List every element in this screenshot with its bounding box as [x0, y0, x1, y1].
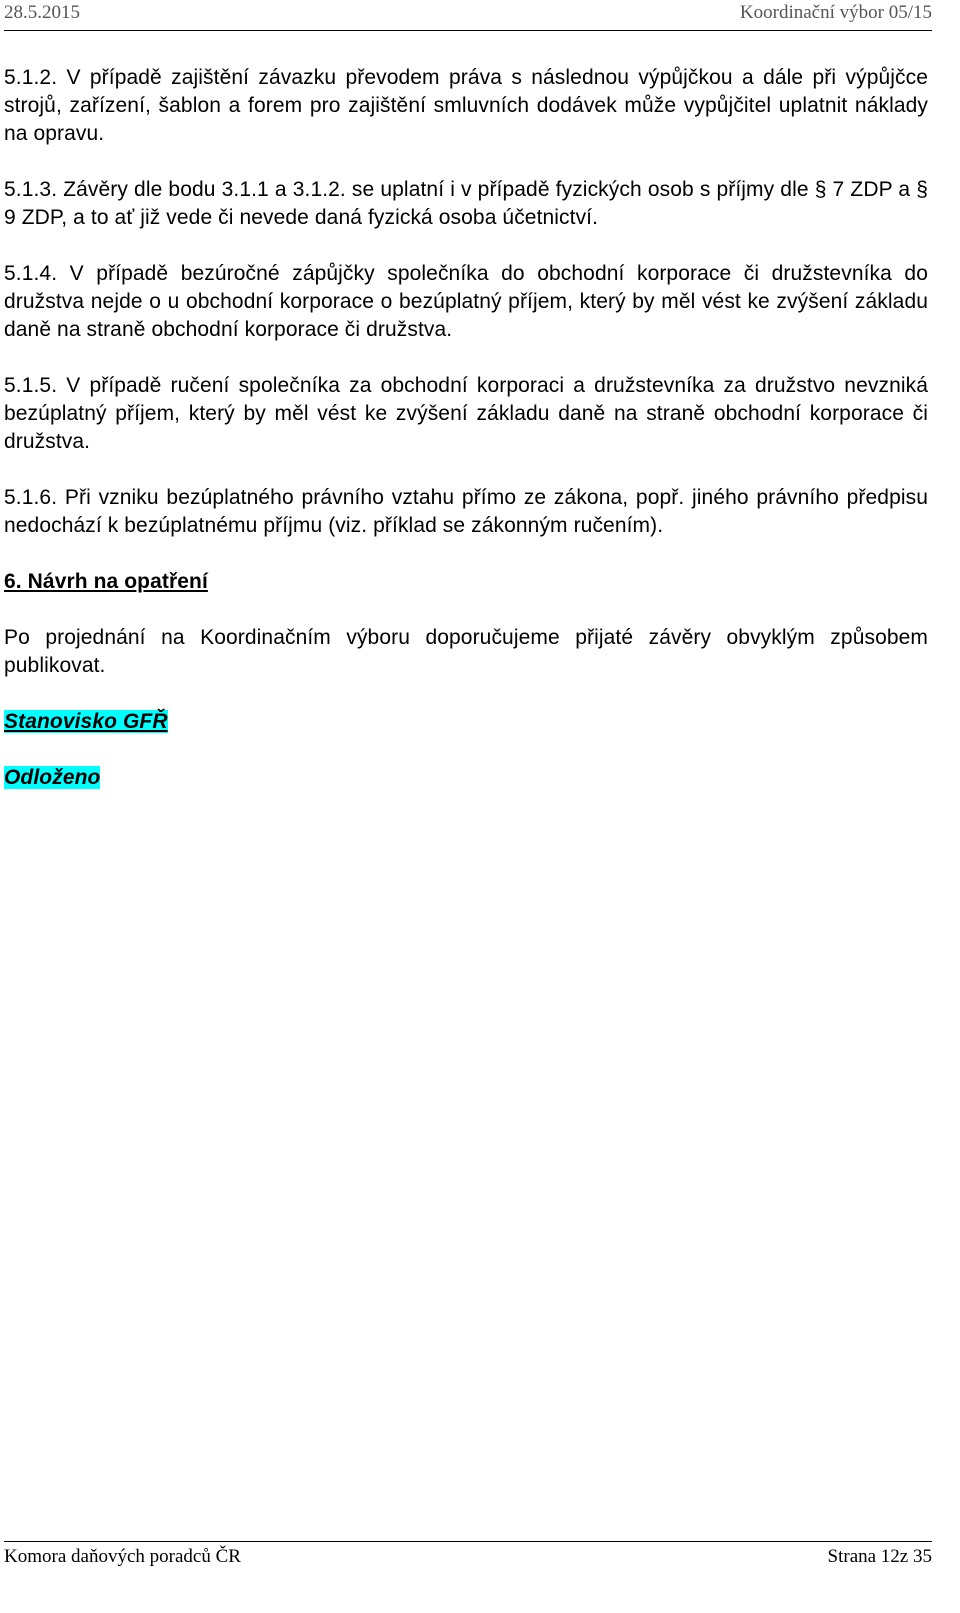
paragraph-5-1-4: 5.1.4. V případě bezúročné zápůjčky společníka do obchodní korporace či družstevníka do družstva nejde o u obchodní korporace o bezúplatný příjem, který by měl vést ke zvýšení základu daně na straně obchodní korporace či družstva. [4, 262, 928, 341]
paragraph-5-1-3: 5.1.3. Závěry dle bodu 3.1.1 a 3.1.2. se uplatní i v případě fyzických osob s příjmy dle § 7 ZDP a § 9 ZDP, a to ať již vede či nevede daná fyzická osoba účetnictví. [4, 178, 928, 229]
header-committee: Koordinační výbor 05/15 [739, 2, 932, 23]
header-date: 28.5.2015 [4, 2, 80, 23]
document-body [4, 64, 928, 792]
paragraph-5-1-2: 5.1.2. V případě zajištění závazku převodem práva s následnou výpůjčkou a dále při výpůjčce strojů, zařízení, šablon a forem pro zajištění smluvních dodávek může vypůjčitel uplatnit náklady na opravu. [4, 66, 928, 145]
paragraph-5-1-6: 5.1.6. Při vzniku bezúplatného právního vztahu přímo ze zákona, popř. jiného právního předpisu nedochází k bezúplatnému příjmu (viz. příklad se zákonným ručením). [4, 486, 928, 537]
stanovisko-label-line [4, 708, 928, 736]
stanovisko-label: Stanovisko GFŘ [4, 710, 168, 733]
footer-organization: Komora daňových poradců ČR [4, 1546, 241, 1567]
status-line [4, 764, 928, 792]
footer-page-number: Strana 12z 35 [827, 1546, 932, 1567]
status-value: Odloženo [4, 766, 101, 789]
page-footer [4, 1541, 932, 1582]
page-header [4, 0, 932, 31]
section-heading: 6. Návrh na opatření [4, 570, 208, 593]
section-text: Po projednání na Koordinačním výboru doporučujeme přijaté závěry obvyklým způsobem publikovat. [4, 626, 928, 677]
paragraph-5-1-5: 5.1.5. V případě ručení společníka za obchodní korporaci a družstevníka za družstvo nevzniká bezúplatný příjem, který by měl vést ke zvýšení základu daně na straně obchodní korporace či družstva. [4, 374, 928, 453]
